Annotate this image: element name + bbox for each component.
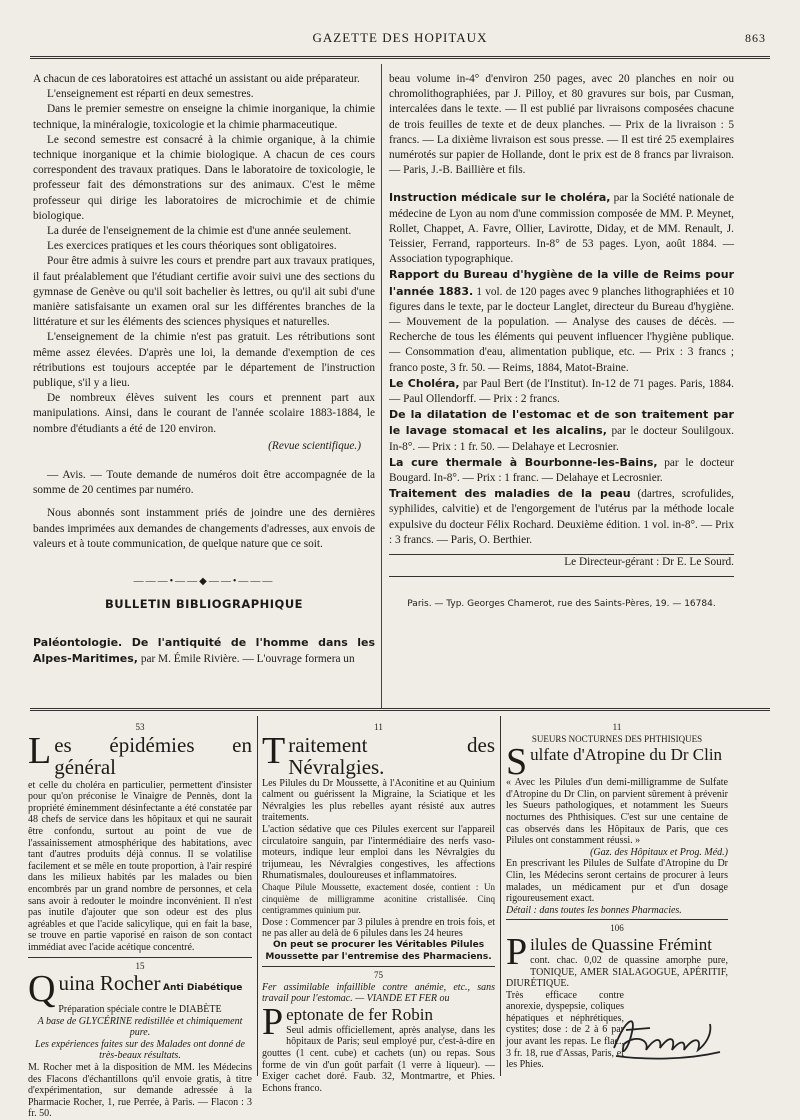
ad-number: 11 bbox=[612, 722, 622, 732]
fremint-signature bbox=[606, 1010, 726, 1065]
bibliography-entry bbox=[389, 267, 734, 375]
entry-title: Rapport du Bureau d'hygiène de la ville de Reims pour l'année 1883. bbox=[389, 268, 734, 298]
right-column bbox=[389, 72, 734, 613]
entry-title: Paléontologie. De l'antiquité de l'homme dans les Alpes-Maritimes, bbox=[33, 635, 375, 665]
ad-text: Fer assimilable infaillible contre anémie, etc., sans travail pour l'estomac. — VIANDE ET FER ou bbox=[262, 981, 495, 1005]
ad-text: A base de GLYCÉRINE redistillée et chimiquement pure. bbox=[37, 1015, 243, 1039]
paragraph: De nombreux élèves suivent les cours et prennent part aux manipulations. Ainsi, dans le courant de l'année scolaire 1883-1884, le nombre d'étudiants a été de 120 environ. bbox=[33, 392, 375, 435]
header-rule bbox=[30, 56, 770, 59]
left-column bbox=[33, 72, 375, 667]
entry-text: par M. Émile Rivière. — L'ouvrage formera un bbox=[140, 652, 355, 665]
drop-cap: S bbox=[506, 741, 528, 784]
paragraph: L'enseignement de la chimie n'est pas gratuit. Les rétributions sont même assez élevées. D'après une loi, la demande d'exemption de ces rétributions est toujours acceptée par le département de l'instruction publique, s'il y a lieu. bbox=[33, 331, 375, 390]
ad-text: et celle du choléra en particulier, permettent d'insister pour qu'on préconise le Vinaigre de Pennès, dont la propriété éminemment désinfectante a été constatée par 48 chefs de service dans les hôpitaux et qui ne saurait être confondu, surtout au point de vue de l'assainissement atmosphérique des habitations, avec tant d'autres produits déjà connus. Il se volatilise facilement et se mêle en toute proportion, à l'air respiré dans les milieux habités par les malades ou bien encombrés par un grand nombre de personnes, et cela sans avoir à redouter le moindre inconvénient. Il n'est pas inutile d'ajouter que son odeur est des plus agréables et que l'acide salicylique, qui en fait la base, se trouve en partie vaporisé en raison de son contact immédiat avec l'acide acétique concentré. bbox=[28, 779, 252, 953]
ad-text: cont. chac. 0,02 de quassine amorphe pure, TONIQUE, AMER SIALAGOGUE, APÉRITIF, DIURÉTIQUE. bbox=[506, 954, 728, 990]
ad-number: 53 bbox=[135, 722, 145, 732]
paragraph: A chacun de ces laboratoires est attaché un assistant ou aide préparateur. bbox=[33, 73, 360, 85]
paragraph: L'enseignement est réparti en deux semestres. bbox=[47, 88, 254, 101]
drop-cap: Q bbox=[28, 968, 56, 1011]
journal-title: GAZETTE DES HOPITAUX bbox=[312, 30, 488, 45]
ad-text: En prescrivant les Pilules de Sulfate d'Atropine du Dr Clin, les Médecins seront certains de procurer à leurs malades, un médicament pur et d'un dosage rigoureusement exact. bbox=[506, 858, 728, 905]
page-number: 863 bbox=[745, 31, 766, 45]
paragraph: Nous abonnés sont instamment priés de joindre une des dernières bandes imprimées aux demandes de changements d'adresses, aux envois de valeurs et à toute communication, de quelque nature que ce soit. bbox=[33, 507, 375, 550]
ad-text: Les expériences faites sur des Malades ont donné de très-beaux résultats. bbox=[35, 1038, 245, 1062]
ad-number: 75 bbox=[374, 970, 383, 981]
bibliography-entry bbox=[389, 455, 734, 486]
drop-cap: T bbox=[262, 729, 286, 772]
entry-title: Instruction médicale sur le choléra, bbox=[389, 191, 611, 205]
ad-title: eptonate de fer Robin bbox=[286, 1004, 433, 1024]
paragraph: Le second semestre est consacré à la chimie organique, à la chimie technique inorganique et la chimie biologique. A chacun de ces cours correspondent des travaux pratiques. Dans le laboratoire de toxicologie, le professeur fait des démonstrations sur des animaux. C'est le même professeur qui dirige les laboratoires de microchimie et de chimie biologique. bbox=[33, 133, 375, 222]
ad-separator bbox=[262, 966, 495, 967]
notice-paragraph: — Avis. — Toute demande de numéros doit être accompagnée de la somme de 20 centimes par numéro. bbox=[33, 469, 375, 497]
ad-title: ilules de Quassine Frémint bbox=[530, 934, 712, 954]
ad-title: uina Rocher bbox=[58, 971, 161, 996]
bibliography-entry bbox=[389, 190, 734, 267]
entry-text: par le docteur Soulilgoux. In-8°. — Prix : 1 fr. 50. — Delahaye et Lecrosnier. bbox=[389, 425, 734, 453]
signature-rule bbox=[389, 576, 734, 577]
entry-text: par la Société nationale de médecine de Lyon au nom d'une commission composée de MM. P. Meynet, Rollet, Chappet, A. Favre, Ollier, Lavirotte, Diday, et de MM. Renault, J. Teissier, Ferrand, rapporteurs. In-8° de 53 pages. Lyon, août 1884. — Association typographique. bbox=[389, 192, 734, 266]
ad-subtitle: Anti Diabétique bbox=[163, 983, 243, 994]
ads-top-rule bbox=[30, 708, 770, 711]
ad-separator bbox=[28, 957, 252, 958]
director-signature: Le Directeur-gérant : Dr E. Le Sourd. bbox=[564, 556, 734, 569]
ad-text: Détail : dans toutes les bonnes Pharmacies. bbox=[506, 904, 682, 916]
source-citation: (Revue scientifique.) bbox=[268, 439, 361, 452]
ad-text: M. Rocher met à la disposition de MM. les Médecins des Flacons d'échantillons qu'il envoie gratis, à titre d'expérimentation, sur demande adressée à la Pharmacie Rocher, 1, rue Perrée, à Paris. — Flacon : 3 fr. 50. bbox=[28, 1062, 252, 1120]
ad-pilules-moussette bbox=[262, 722, 495, 1094]
bibliography-entry bbox=[389, 407, 734, 455]
ad-title: raitement des Névralgies. bbox=[288, 732, 495, 779]
paragraph: Pour être admis à suivre les cours et prendre part aux travaux pratiques, il faut préalablement que l'étudiant certifie avoir suivi une des sections du gymnase de Genève ou qu'il soit bachelier ès lettres, ou qu'il ait subi d'une manière satisfaisante un examen oral sur les différentes branches de la littérature et sur les éléments des sciences physiques et naturelles. bbox=[33, 255, 375, 329]
entry-text: par Paul Bert (de l'Institut). In-12 de 71 pages. Paris, 1884. — Paul Ollendorff. — Prix : 2 francs. bbox=[389, 377, 734, 406]
entry-text: 1 vol. de 120 pages avec 9 planches lithographiées et 10 figures dans le texte, par le docteur Langlet, directeur du Bureau d'hygiène. — Mouvement de la population. — Analyse des causes de décès. — Recherche de tous les éléments qui peuvent influencer l'hygiène publique. — Consommation d'eau, alimentation publique, etc. — Prix : 3 francs ; franco poste, 3 fr. 50. — Reims, 1884, Matot-Braine. bbox=[389, 285, 734, 374]
paragraph: Les exercices pratiques et les cours théoriques sont obligatoires. bbox=[47, 240, 337, 253]
section-heading: BULLETIN BIBLIOGRAPHIQUE bbox=[104, 597, 304, 612]
entry-title: Le Choléra, bbox=[389, 376, 460, 390]
drop-cap: P bbox=[506, 930, 528, 973]
ad-number: 106 bbox=[610, 923, 624, 934]
ad-text: Les Pilules du Dr Moussette, à l'Aconitine et au Quinium calment ou guérissent la Migraine, la Sciatique et les Névralgies les plus rebelles ayant résisté aux autres traitements. bbox=[262, 777, 495, 824]
page-header bbox=[30, 30, 770, 50]
ad-heading: SUEURS NOCTURNES DES PHTHISIQUES bbox=[531, 733, 703, 744]
drop-cap: L bbox=[28, 729, 52, 772]
ornament-divider: ———•——◆——•——— bbox=[133, 576, 275, 588]
paragraph: beau volume in-4° d'environ 250 pages, avec 20 planches en noir ou chromolithographiées, par J. Pilloy, et 80 gravures sur bois, par Cusman, intercalées dans le texte. — Il est publié par livraisons composées chacune de trois feuilles de texte et de deux planches. — Prix de la livraison : 5 francs. — La dixième livraison est sous presse. — Il est tiré 25 exemplaires numérotés sur papier de Hollande, dont le prix est de 8 francs par livraison. — Paris, J.-B. Baillière et fils. bbox=[389, 73, 734, 177]
ad-text: Préparation spéciale contre le DIABÈTE bbox=[58, 1004, 222, 1016]
drop-cap: P bbox=[262, 1000, 284, 1043]
column-divider bbox=[381, 64, 382, 709]
entry-text: par le docteur Bougard. In-8°. — Prix : 1 franc. — Delahaye et Lecrosnier. bbox=[389, 456, 734, 485]
bibliography-entry bbox=[389, 486, 734, 548]
ad-title: es épidémies en général bbox=[54, 732, 252, 779]
entry-text: (dartres, scrofulides, syphilides, calvitie) et de l'engorgement de l'utérus par la méthode locale expulsive du docteur Félix Rochard. Deuxième édition. 1 vol. in-8°. — Prix : 3 francs. — Paris, O. Berthier. bbox=[389, 488, 734, 546]
ad-number: 11 bbox=[374, 722, 383, 732]
ad-text: Chaque Pilule Moussette, exactement dosée, contient : Un cinquième de milligramme aconitine cristallisée. Cinq centigrammes quinium pur. bbox=[262, 881, 495, 916]
ad-text: Dose : Commencer par 3 pilules à prendre en trois fois, et ne pas aller au delà de 6 pilules dans les 24 heures bbox=[262, 916, 495, 940]
ad-title: ulfate d'Atropine du Dr Clin bbox=[530, 745, 723, 765]
paragraph: La durée de l'enseignement de la chimie est d'une année seulement. bbox=[47, 225, 352, 238]
bibliography-entry bbox=[389, 376, 734, 407]
printer-imprint: Paris. — Typ. Georges Chamerot, rue des Saints-Pères, 19. — 16784. bbox=[407, 599, 716, 610]
ad-separator bbox=[506, 919, 728, 920]
bibliography-entry bbox=[33, 635, 375, 667]
ad-text: « Avec les Pilules d'un demi-milligramme de Sulfate d'Atropine du Dr Clin, on parvient sûrement à prévenir les Sueurs pathologiques, et notamment les Sueurs nocturnes des Phthisiques. C'est sur une centaine de cas observés dans les Hôpitaux de Paris, que ces Pilules ont constamment réussi. » bbox=[506, 777, 728, 847]
ad-text: On peut se procurer les Véritables Pilules Moussette par l'entremise des Pharmaciens. bbox=[265, 939, 492, 962]
ad-text: Seul admis officiellement, après analyse, dans les hôpitaux de Paris; seul employé pur, c'est-à-dire en gouttes (1 cent. cube) et cachets (un) ou repas. Sous forme de vin d'un goût parfait (1 verre à liqueur). — Exiger cachet doré. Faub. 32, Montmartre, et Phies. Echons franco. bbox=[262, 1024, 495, 1094]
entry-title: De la dilatation de l'estomac et de son traitement par le lavage stomacal et les alcalins, bbox=[389, 408, 734, 438]
entry-title: La cure thermale à Bourbonne-les-Bains, bbox=[389, 455, 658, 469]
ad-vinaigre-pennes bbox=[28, 722, 252, 1120]
ad-divider bbox=[257, 716, 258, 1076]
ad-divider bbox=[500, 716, 501, 1076]
ad-text: L'action sédative que ces Pilules exercent sur l'appareil circulatoire sanguin, par l'intermédiaire des nerfs vaso-moteurs, indique leur emploi dans les Névralgies du trijumeau, les Névralgies congestives, les affections Rhumatismales, douloureuses et inflammatoires. bbox=[262, 823, 495, 882]
paragraph: Dans le premier semestre on enseigne la chimie inorganique, la chimie technique, la minéralogie, toxicologie et la chimie pharmaceutique. bbox=[33, 103, 375, 131]
ad-text: Très efficace contre anorexie, dyspepsie, coliques hépatiques et néphrétiques, cystites; dose : de 2 à 6 par jour avant les repas. Le flac., 3 fr. 18, rue d'Assas, Paris, et les Phies. bbox=[506, 989, 624, 1071]
ad-number: 15 bbox=[135, 960, 145, 971]
ad-source: (Gaz. des Hôpitaux et Prog. Méd.) bbox=[590, 846, 728, 858]
entry-title: Traitement des maladies de la peau bbox=[389, 487, 631, 501]
